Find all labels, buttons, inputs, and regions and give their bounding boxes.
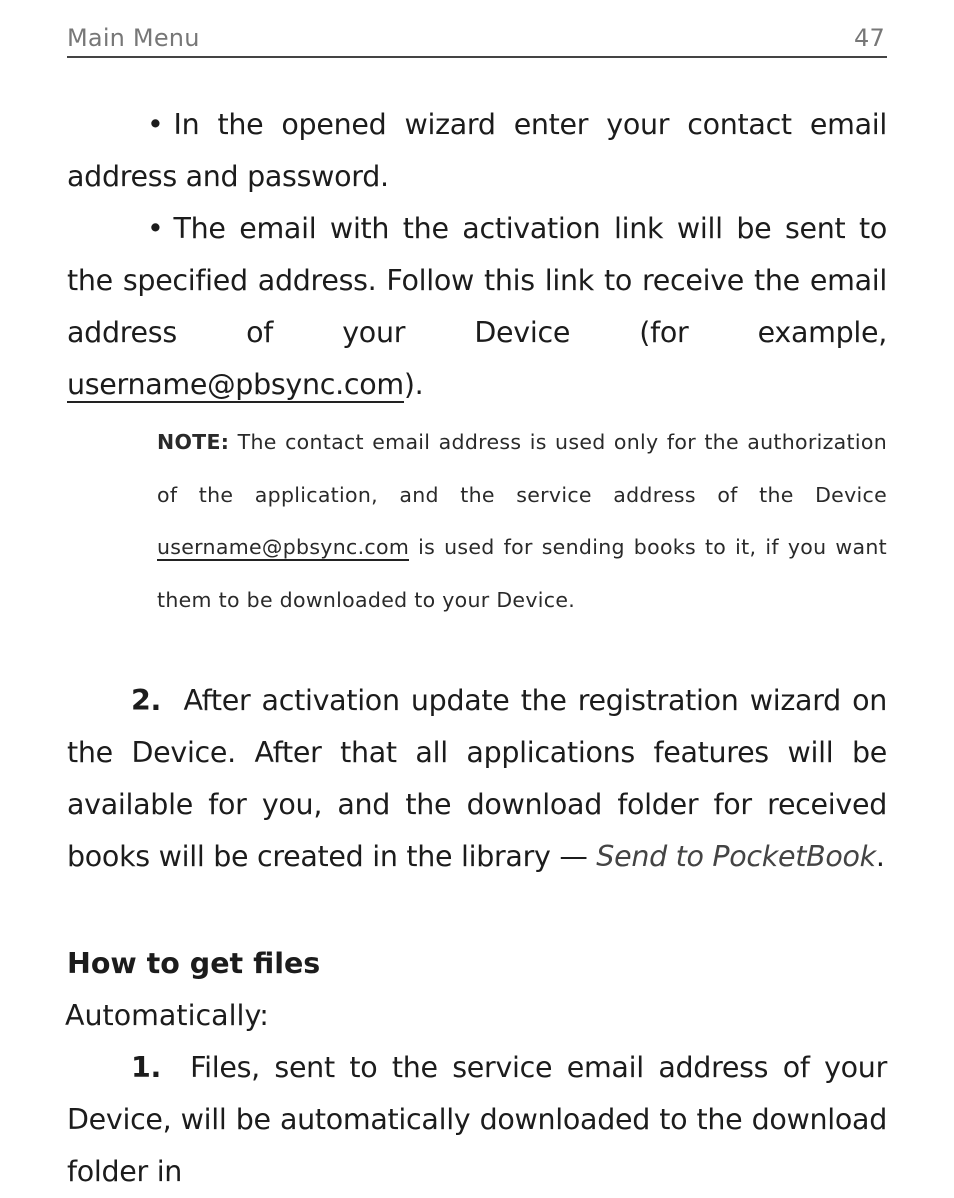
folder-name: Send to PocketBook bbox=[596, 840, 876, 873]
step-2-paragraph bbox=[67, 675, 887, 883]
note-email-link[interactable]: username@pbsync.com bbox=[157, 535, 410, 559]
note-text-end: is used for sending books to it, if you want them to be downloaded to your Device. bbox=[157, 535, 887, 612]
step-text: After activation update the registration wizard on the Device. After that all applications features will be available for you, and the download folder for received books will be created in the library — bbox=[67, 684, 887, 873]
section-heading: How to get files bbox=[67, 947, 321, 980]
document-page bbox=[65, 0, 887, 1188]
email-link[interactable]: username@pbsync.com bbox=[67, 368, 404, 401]
step-1-paragraph bbox=[67, 1042, 887, 1198]
note-label: NOTE: bbox=[157, 430, 230, 454]
step-number: 2. bbox=[131, 684, 162, 717]
step-number: 1. bbox=[131, 1051, 162, 1084]
page-header bbox=[67, 24, 887, 58]
bullet-text: In the opened wizard enter your contact email address and password. bbox=[67, 108, 887, 193]
step-text: Files, sent to the service email address of your Device, will be automatically downloaded to the download folder in bbox=[67, 1051, 887, 1188]
bullet-text: The email with the activation link will be sent to the specified address. Follow this link to receive the email address of your Device (for example, bbox=[67, 212, 887, 349]
section-subheading: Automatically: bbox=[65, 999, 269, 1032]
bullet-icon: • bbox=[147, 212, 164, 245]
bullet-item-1 bbox=[67, 99, 887, 203]
step-text-end: . bbox=[875, 840, 885, 873]
bullet-item-2 bbox=[67, 203, 887, 411]
page-number: 47 bbox=[854, 24, 885, 52]
note-text: The contact email address is used only for the authorization of the application, and the service address of the Device bbox=[157, 430, 887, 507]
bullet-icon: • bbox=[147, 108, 164, 141]
bullet-text-end: ). bbox=[403, 368, 424, 401]
note-block bbox=[157, 416, 887, 626]
header-title: Main Menu bbox=[67, 24, 200, 52]
